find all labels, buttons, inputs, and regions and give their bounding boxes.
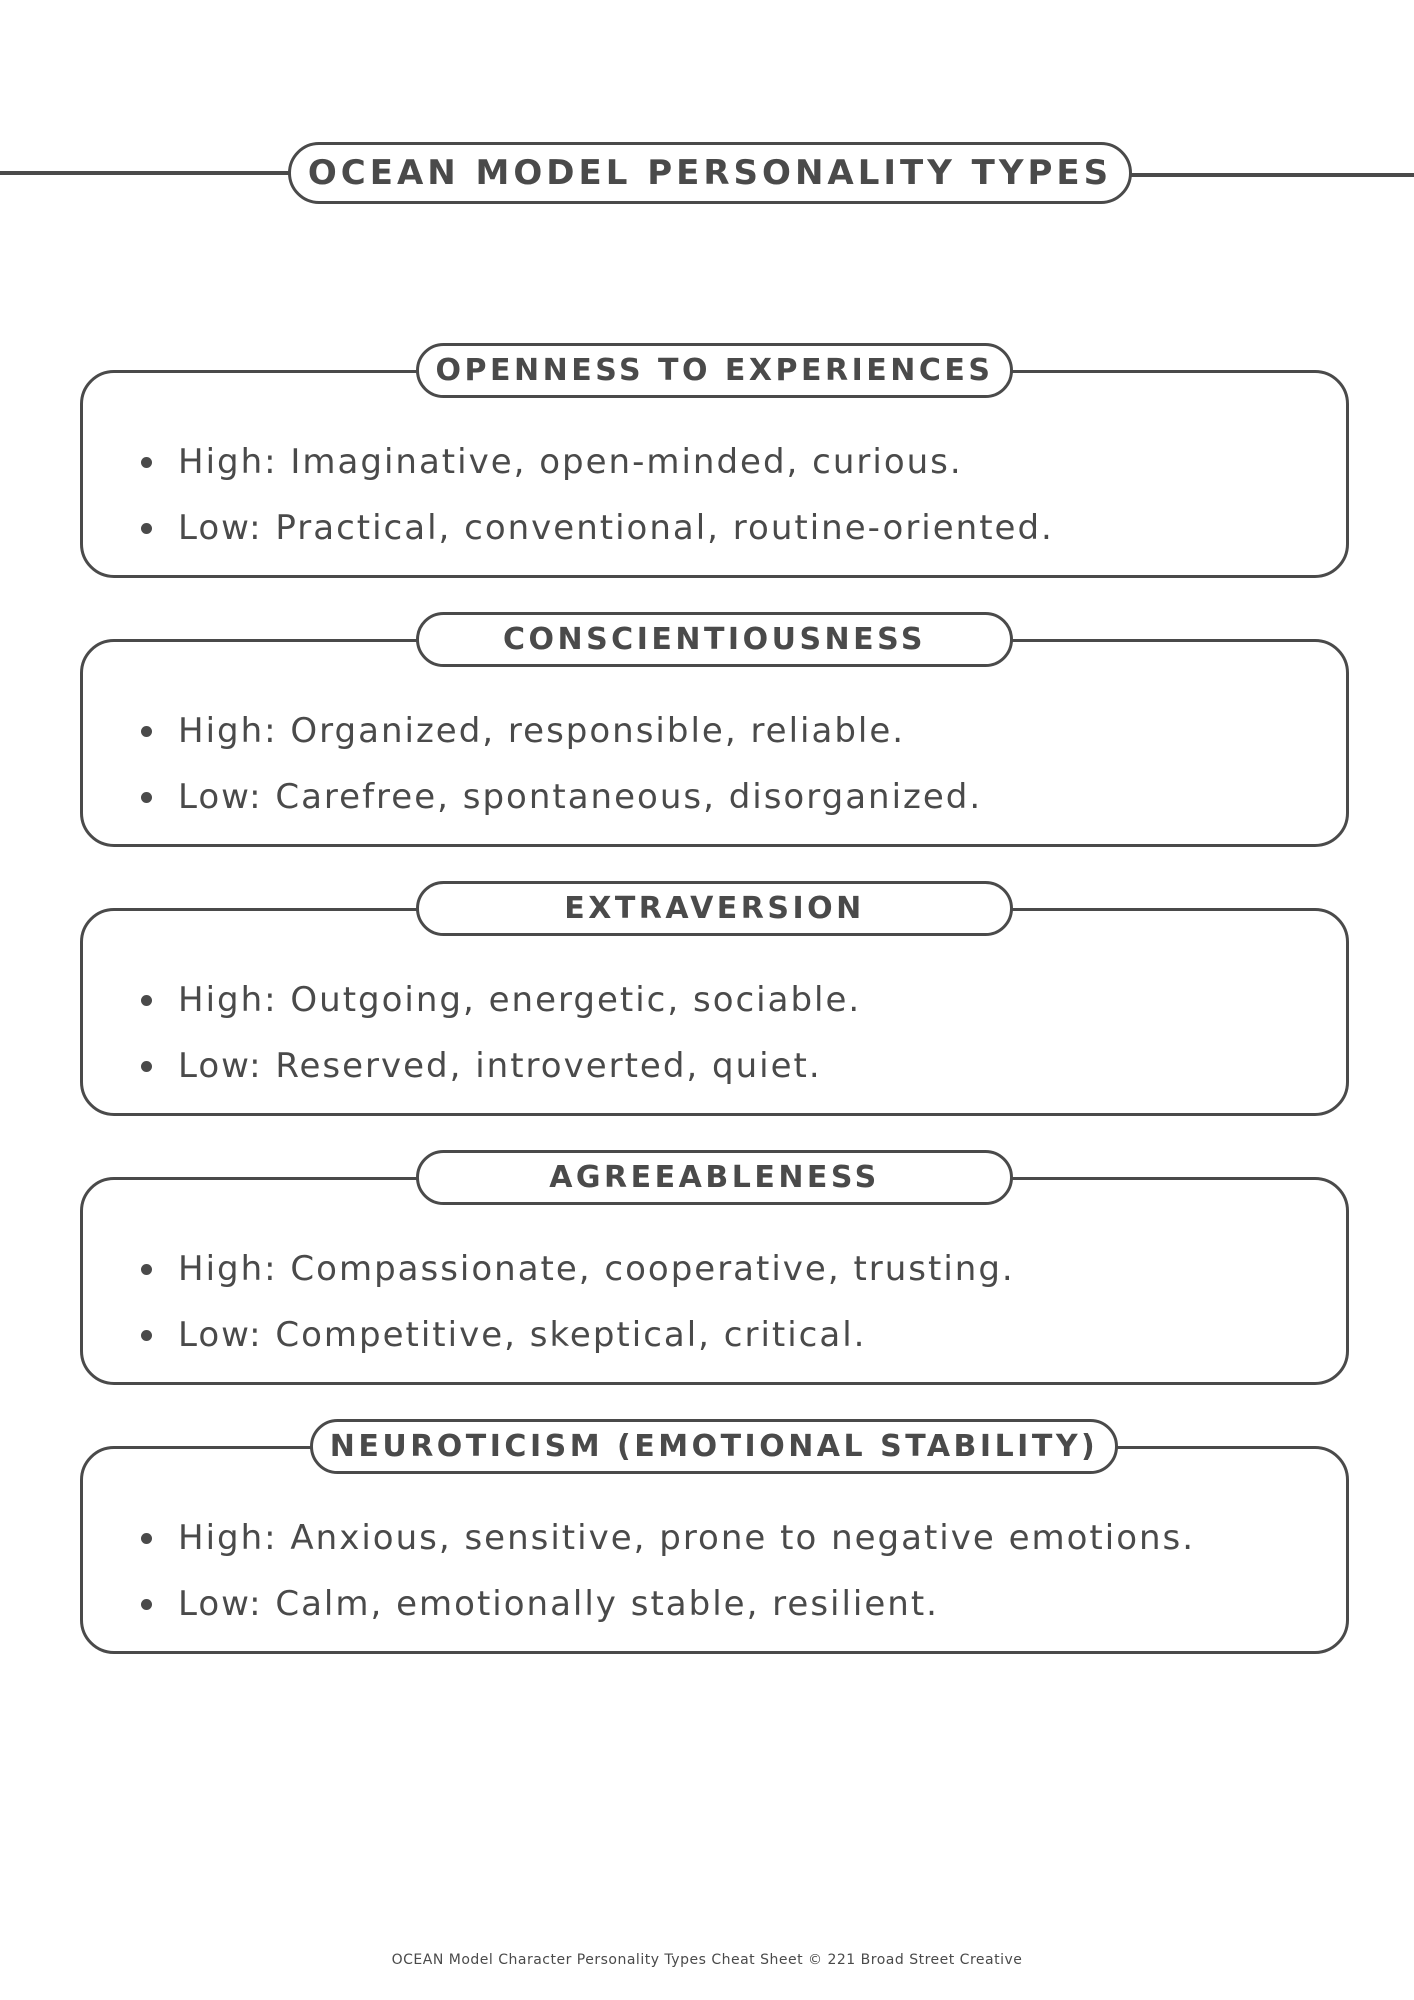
- footer-credit: OCEAN Model Character Personality Types Cheat Sheet © 221 Broad Street Creative: [391, 1952, 1023, 1968]
- bullet-icon: [141, 1599, 152, 1610]
- trait-list: [141, 967, 861, 1099]
- low-trait-text: Low: Carefree, spontaneous, disorganized.: [178, 777, 983, 817]
- section-heading-extraversion: EXTRAVERSION: [416, 881, 1013, 936]
- list-item: [141, 1033, 861, 1099]
- bullet-icon: [141, 1264, 152, 1275]
- bullet-icon: [141, 792, 152, 803]
- list-item: [141, 495, 1054, 561]
- list-item: [141, 1236, 1015, 1302]
- section-card-conscientiousness: [80, 639, 1349, 847]
- high-trait-text: High: Imaginative, open-minded, curious.: [178, 442, 963, 482]
- high-trait-text: High: Organized, responsible, reliable.: [178, 711, 906, 751]
- high-trait-text: High: Compassionate, cooperative, trusting.: [178, 1249, 1015, 1289]
- list-item: [141, 1571, 1195, 1637]
- trait-list: [141, 698, 982, 830]
- section-heading-neuroticism: NEUROTICISM (EMOTIONAL STABILITY): [310, 1419, 1118, 1474]
- list-item: [141, 429, 1054, 495]
- list-item: [141, 698, 982, 764]
- bullet-icon: [141, 457, 152, 468]
- bullet-icon: [141, 995, 152, 1006]
- low-trait-text: Low: Reserved, introverted, quiet.: [178, 1046, 822, 1086]
- trait-list: [141, 1505, 1195, 1637]
- section-card-extraversion: [80, 908, 1349, 1116]
- bullet-icon: [141, 1061, 152, 1072]
- high-trait-text: High: Anxious, sensitive, prone to negative emotions.: [178, 1518, 1196, 1558]
- high-trait-text: High: Outgoing, energetic, sociable.: [178, 980, 862, 1020]
- list-item: [141, 1505, 1195, 1571]
- bullet-icon: [141, 726, 152, 737]
- section-heading-openness: OPENNESS TO EXPERIENCES: [416, 343, 1013, 398]
- section-heading-conscientiousness: CONSCIENTIOUSNESS: [416, 612, 1013, 667]
- trait-list: [141, 429, 1054, 561]
- bullet-icon: [141, 523, 152, 534]
- section-card-agreeableness: [80, 1177, 1349, 1385]
- bullet-icon: [141, 1533, 152, 1544]
- low-trait-text: Low: Calm, emotionally stable, resilient.: [178, 1584, 939, 1624]
- trait-list: [141, 1236, 1015, 1368]
- section-heading-agreeableness: AGREEABLENESS: [416, 1150, 1013, 1205]
- list-item: [141, 764, 982, 830]
- low-trait-text: Low: Practical, conventional, routine-oriented.: [178, 508, 1054, 548]
- page-title: OCEAN MODEL PERSONALITY TYPES: [288, 142, 1132, 204]
- section-card-neuroticism: [80, 1446, 1349, 1654]
- header-rule-left: [0, 171, 292, 175]
- list-item: [141, 967, 861, 1033]
- section-card-openness: [80, 370, 1349, 578]
- low-trait-text: Low: Competitive, skeptical, critical.: [178, 1315, 867, 1355]
- header-rule-right: [1128, 173, 1414, 177]
- list-item: [141, 1302, 1015, 1368]
- bullet-icon: [141, 1330, 152, 1341]
